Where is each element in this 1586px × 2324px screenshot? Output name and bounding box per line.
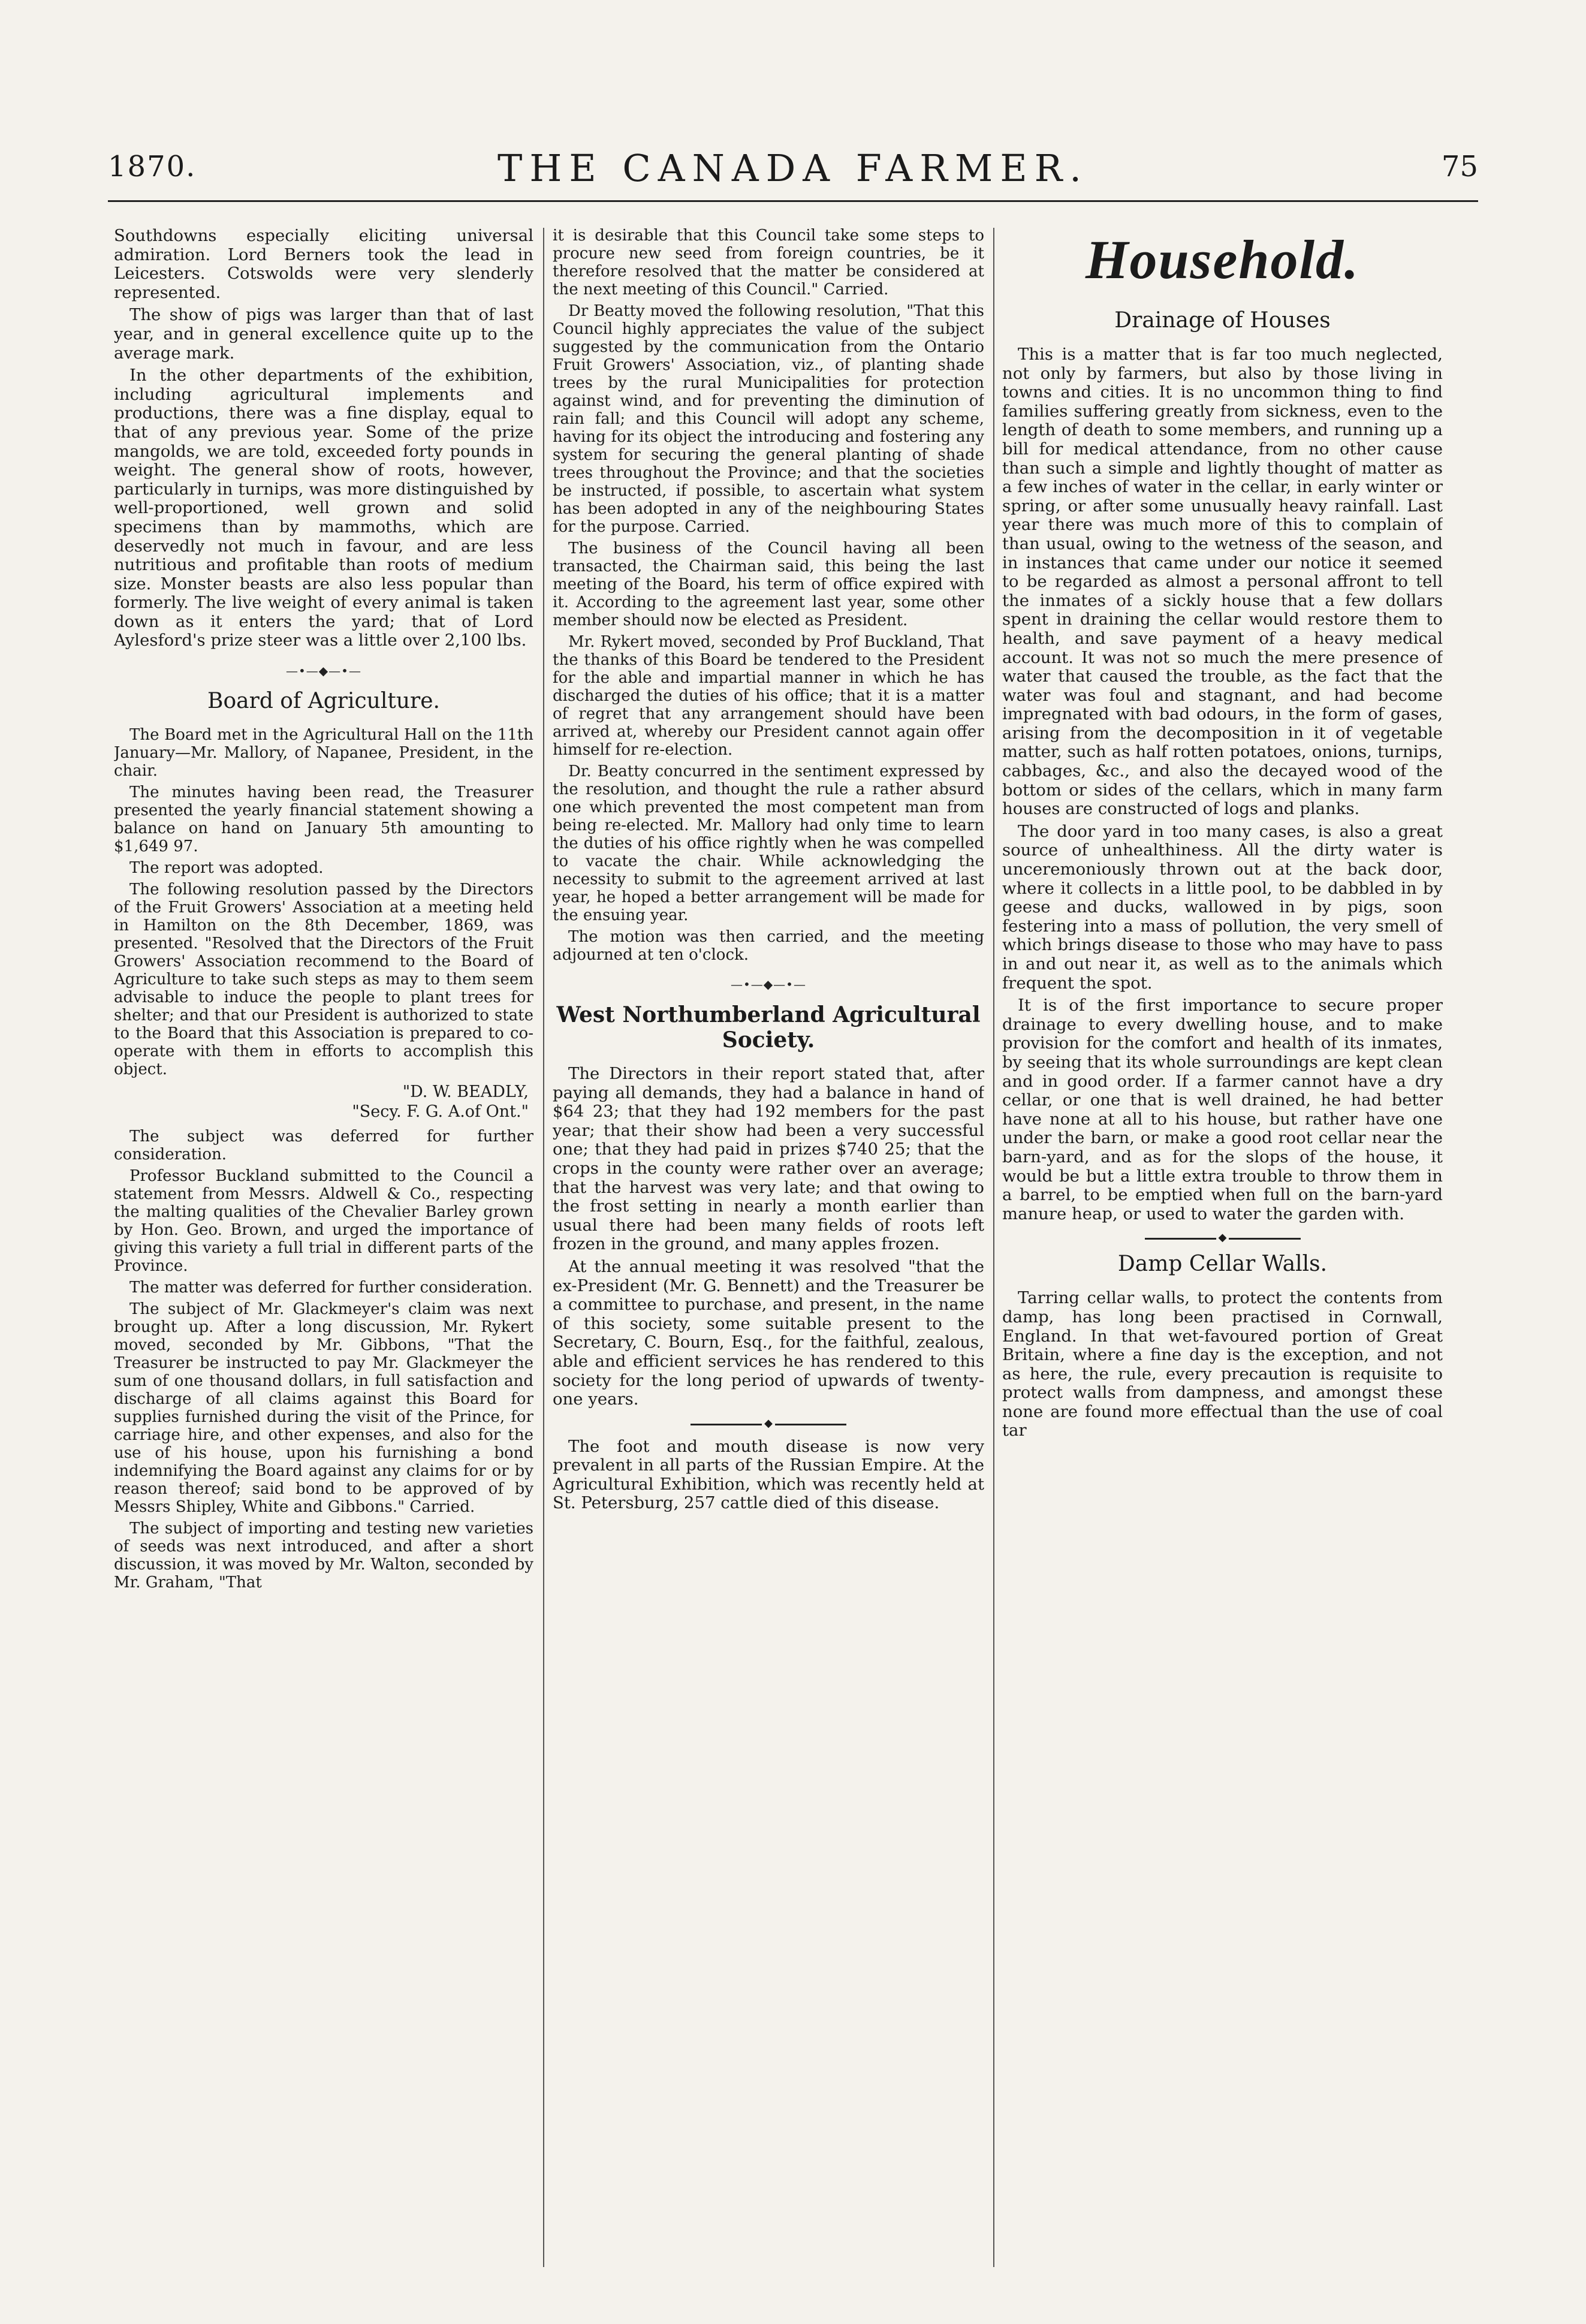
article-heading: Board of Agriculture.	[207, 689, 440, 714]
article-paragraph: The Directors in their report stated that, after paying all demands, they had a balance in hand of $64 23; that they had 192 members for the past year; that their show had been a very successful one; that they had paid in prizes $740 25; that the crops in the county were rather over an average; that the harvest was very late; and that owing to the frost setting in nearly a month earlier than usual there had been many fields of roots left frozen in the ground, and many apples frozen.	[553, 1064, 984, 1254]
masthead	[108, 146, 1478, 204]
masthead-year: 1870.	[108, 150, 197, 183]
section-ornament: —•—◆—•—	[286, 664, 361, 679]
article-paragraph: The report was adopted.	[129, 859, 324, 878]
article-paragraph: Dr. Beatty concurred in the sentiment expressed by the resolution, and thought the rule a rather absurd one which prevented the most competent man from being re-elected. Mr. Mallory had only time to learn the duties of his office rightly when he was compelled to vacate the chair. While acknowledging the necessity to submit to the agreement arrived at last year, he hoped a better arrangement will be made for the ensuing year.	[553, 762, 984, 924]
column-divider	[993, 228, 994, 2267]
column-2	[553, 227, 984, 2270]
article-paragraph: The business of the Council having all been transacted, the Chairman said, this being the last meeting of the Board, his term of office expired with it. According to the agreement last year, some other member should now be elected as President.	[553, 539, 984, 629]
article-paragraph: Dr Beatty moved the following resolution, "That this Council highly appreciates the value of the subject suggested by the communication from the Ontario Fruit Growers' Association, viz., of planting shade trees by the rural Municipalities for protection against wind, and for preventing the diminution of rain fall; and this Council will adopt any scheme, having for its object the introducing and fostering any system for securing the general planting of shade trees throughout the Province; and that the societies be instructed, if possible, to ascertain what system has been adopted in any of the neighbouring States for the purpose. Carried.	[553, 302, 984, 536]
section-title: Household.	[1085, 229, 1360, 290]
column-3	[1002, 227, 1443, 2270]
article-paragraph: The subject was deferred for further consideration.	[114, 1128, 533, 1164]
article-paragraph: The subject of Mr. Glackmeyer's claim was next brought up. After a long discussion, Mr. Rykert moved, seconded by Mr. Gibbons, "That the Treasurer be instructed to pay Mr. Glackmeyer the sum of one thousand dollars, in full satisfaction and discharge of all claims against this Board for supplies furnished during the visit of the Prince, for carriage hire, and other expenses, and also for the use of his house, upon his furnishing a bond indemnifying the Board against any claims for or by reason thereof; said bond to be approved of by Messrs Shipley, White and Gibbons." Carried.	[114, 1300, 533, 1517]
signature-title: "Secy. F. G. A.of Ont."	[352, 1102, 529, 1122]
article-paragraph: At the annual meeting it was resolved "that the ex-President (Mr. G. Bennett) and the Treasurer be a committee to purchase, and present, in the name of this society, some suitable present to the Secretary, C. Bourn, Esq., for the faithful, zealous, able and efficient services he has rendered to this society for the long period of upwards of twenty-one years.	[553, 1256, 984, 1409]
article-paragraph: The motion was then carried, and the meeting adjourned at ten o'clock.	[553, 928, 984, 964]
article-paragraph: The following resolution passed by the Directors of the Fruit Growers' Association at a meeting held in Hamilton on the 8th December, 1869, was presented. "Resolved that the Directors of the Fruit Growers' Association recommend to the Board of Agriculture to take such steps as may to them seem advisable to induce the people to plant trees for shelter; and that our President is authorized to state to the Board that this Association is prepared to co-operate with them in efforts to accomplish this object.	[114, 881, 533, 1079]
signature-name: "D. W. BEADLY,	[402, 1083, 529, 1102]
section-ornament: —•—◆—•—	[731, 977, 806, 991]
masthead-title: THE CANADA FARMER.	[497, 146, 1089, 190]
article-paragraph: Mr. Rykert moved, seconded by Prof Buckland, That the thanks of this Board be tendered to the President for the able and impartial manner in which he has discharged the duties of his office; that it is a matter of regret that any arrangement should have been arrived at, whereby our President cannot again offer himself for re-election.	[553, 633, 984, 759]
article-paragraph: The show of pigs was larger than that of last year, and in general excellence quite up to the average mark.	[114, 305, 533, 363]
article-paragraph: This is a matter that is far too much neglected, not only by farmers, but also by those living in towns and cities. It is no uncommon thing to find families suffering greatly from sickness, even to the length of death to some members, and running up a bill for medical attendance, from no other cause than such a simple and lightly thought of matter as a few inches of water in the cellar, in early winter or spring, or after some unusually heavy rainfall. Last year there was much more of this to complain of than usual, owing to the wetness of the season, and in instances that came under our notice it seemed to be regarded as almost a personal affront to tell the inmates of a sickly house that a few dollars spent in draining the cellar would restore them to health, and save payment of a heavy medical account. It was not so much the mere presence of water that caused the trouble, as the fact that the water was foul and stagnant, and had become impregnated with bad odours, in the form of gases, arising from the decomposition in it of vegetable matter, such as half rotten potatoes, onions, turnips, cabbages, &c., and also the decayed wood of the bottom or sides of the cellars, which in many farm houses are constructed of logs and planks.	[1002, 345, 1443, 819]
column-divider	[543, 228, 544, 2267]
article-paragraph: Southdowns especially eliciting universal admiration. Lord Berners took the lead in Leicesters. Cotswolds were very slenderly represented.	[114, 227, 533, 302]
column-1	[114, 227, 533, 2270]
article-paragraph: It is of the first importance to secure proper drainage to every dwelling house, and to make provision for the comfort and health of its inmates, by seeing that its whole surroundings are kept clean and in good order. If a farmer cannot have a dry cellar, or one that is well drained, he had better have none at all to his house, but rather have one under the barn, or make a good root cellar near the barn-yard, and as for the slops of the house, it would be but a little extra trouble to throw them in a barrel, to be emptied when full on the barn-yard manure heap, or used to water the garden with.	[1002, 996, 1443, 1223]
article-paragraph: The Board met in the Agricultural Hall on the 11th January—Mr. Mallory, of Napanee, President, in the chair.	[114, 726, 533, 780]
article-paragraph: it is desirable that this Council take some steps to procure new seed from foreign countries, be it therefore resolved that the matter be considered at the next meeting of this Council." Carried.	[553, 227, 984, 299]
article-heading: Damp Cellar Walls.	[1117, 1252, 1328, 1277]
article-paragraph: The foot and mouth disease is now very prevalent in all parts of the Russian Empire. At the Agricultural Exhibition, which was recently held at St. Petersburg, 257 cattle died of this disease.	[553, 1436, 984, 1513]
article-heading: Drainage of Houses	[1114, 308, 1331, 333]
article-paragraph: In the other departments of the exhibition, including agricultural implements and productions, there was a fine display, equal to that of any previous year. Some of the prize mangolds, we are told, exceeded forty pounds in weight. The general show of roots, however, particularly in turnips, was more distinguished by well-proportioned, well grown and solid specimens than by mammoths, which are deservedly not much in favour, and are less nutritious and profitable than roots of medium size. Monster beasts are also less popular than formerly. The live weight of every animal is taken down as it enters the yard; that of Lord Aylesford's prize steer was a little over 2,100 lbs.	[114, 366, 533, 650]
masthead-rule	[108, 200, 1478, 202]
article-paragraph: The minutes having been read, the Treasurer presented the yearly financial statement showing a balance on hand on January 5th amounting to $1,649 97.	[114, 783, 533, 856]
article-paragraph: The matter was deferred for further consideration.	[129, 1279, 533, 1297]
section-divider	[1145, 1238, 1301, 1240]
article-paragraph: Professor Buckland submitted to the Council a statement from Messrs. Aldwell & Co., respecting the malting qualities of the Chevalier Barley grown by Hon. Geo. Brown, and urged the importance of giving this variety a full trial in different parts of the Province.	[114, 1167, 533, 1276]
article-paragraph: The door yard in too many cases, is also a great source of unhealthiness. All the dirty water is unceremoniously thrown out at the back door, where it collects in a little pool, to be dabbled in by geese and ducks, wallowed in by pigs, soon festering into a mass of pollution, the very smell of which brings disease to those who may have to pass in and out near it, as well as to the animals which frequent the spot.	[1002, 821, 1443, 993]
section-divider	[691, 1424, 846, 1425]
article-paragraph: The subject of importing and testing new varieties of seeds was next introduced, and after a short discussion, it was moved by Mr. Walton, seconded by Mr. Graham, "That	[114, 1520, 533, 1592]
page-number: 75	[1441, 150, 1478, 183]
article-heading: West Northumberland Agricultural Society.	[556, 1002, 981, 1053]
article-paragraph: Tarring cellar walls, to protect the contents from damp, has long been practised in Cornwall, England. In that wet-favoured portion of Great Britain, where a fine day is the exception, and not as here, the rule, every precaution is requisite to protect walls from dampness, and amongst these none are found more effectual than the use of coal tar	[1002, 1288, 1443, 1440]
